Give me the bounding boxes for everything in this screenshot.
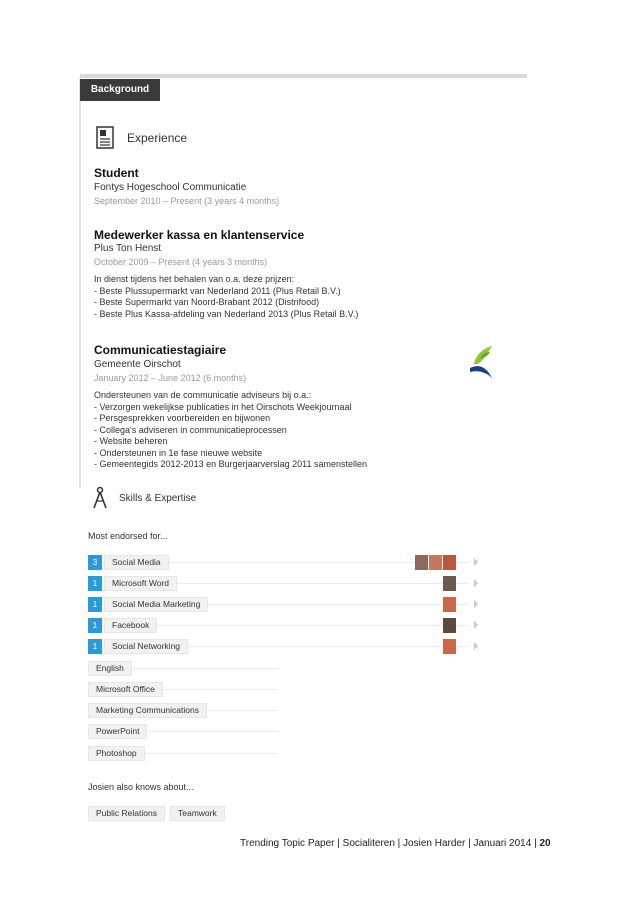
description-line: - Persgesprekken voorbereiden en bijwonen	[94, 413, 271, 423]
endorsed-skill-row	[88, 597, 478, 612]
endorsement-count[interactable]: 1	[88, 639, 102, 654]
expand-arrow-icon[interactable]	[474, 600, 478, 608]
compass-icon	[92, 486, 108, 515]
endorsement-count[interactable]: 1	[88, 597, 102, 612]
description-line: - Beste Supermarkt van Noord-Brabant 2012 (Distrifood)	[94, 297, 320, 307]
endorsed-skill-row	[88, 618, 478, 633]
job-dates: October 2009 – Present (4 years 3 months)	[94, 257, 268, 267]
page-number: 20	[539, 838, 551, 849]
endorser-avatars	[442, 576, 456, 591]
expand-arrow-icon[interactable]	[474, 642, 478, 650]
also-knows-label: Josien also knows about...	[88, 782, 194, 792]
job-organization: Gemeente Oirschot	[94, 359, 181, 370]
skill-pill[interactable]: Social Media Marketing	[104, 597, 208, 612]
skill-pill[interactable]: Microsoft Word	[104, 576, 177, 591]
skill-pill[interactable]: Social Networking	[104, 639, 188, 654]
job-title: Medewerker kassa en klantenservice	[94, 228, 305, 242]
job-description	[94, 274, 358, 320]
description-line: - Beste Plus Kassa-afdeling van Nederland 2013 (Plus Retail B.V.)	[94, 308, 359, 319]
description-line: - Website beheren	[94, 436, 168, 446]
endorsement-count[interactable]: 3	[88, 555, 102, 570]
description-line: In dienst tijdens het behalen van o.a. deze prijzen:	[94, 274, 295, 284]
job-dates: September 2010 – Present (3 years 4 months)	[94, 196, 280, 206]
skill-pill[interactable]: Teamwork	[170, 806, 225, 821]
skill-row	[88, 661, 288, 676]
description-line: - Collega's adviseren in communicatieprocessen	[94, 424, 287, 435]
avatar[interactable]	[443, 618, 456, 633]
avatar[interactable]	[429, 555, 442, 570]
skill-row	[88, 746, 288, 761]
job-title: Student	[94, 166, 139, 180]
description-line: - Beste Plussupermarkt van Nederland 2011 (Plus Retail B.V.)	[94, 285, 341, 296]
skill-row	[88, 724, 288, 739]
skill-row	[88, 682, 288, 697]
skills-title: Skills & Expertise	[119, 493, 197, 504]
expand-arrow-icon[interactable]	[474, 558, 478, 566]
skill-row	[88, 703, 288, 718]
description-line: Ondersteunen van de communicatie adviseurs bij o.a.:	[94, 390, 312, 400]
avatar[interactable]	[415, 555, 428, 570]
experience-icon	[96, 126, 116, 155]
job-organization: Fontys Hogeschool Communicatie	[94, 182, 247, 193]
expand-arrow-icon[interactable]	[474, 579, 478, 587]
endorsement-count[interactable]: 1	[88, 576, 102, 591]
avatar[interactable]	[443, 597, 456, 612]
endorsement-count[interactable]: 1	[88, 618, 102, 633]
job-dates: January 2012 – June 2012 (6 months)	[94, 373, 247, 383]
job-organization: Plus Ton Henst	[94, 243, 162, 254]
job-title: Communicatiestagiaire	[94, 343, 227, 357]
gemeente-oirschot-logo	[466, 344, 496, 385]
description-line: - Ondersteunen in 1e fase nieuwe website	[94, 447, 263, 458]
skill-pill[interactable]: Social Media	[104, 555, 169, 570]
section-top-rule	[80, 74, 527, 78]
endorser-avatars	[414, 555, 456, 570]
endorsed-skill-row	[88, 555, 478, 570]
avatar[interactable]	[443, 639, 456, 654]
skill-pill[interactable]: Microsoft Office	[88, 682, 163, 697]
skill-pill[interactable]: English	[88, 661, 132, 676]
job-description	[94, 390, 367, 471]
skill-pill[interactable]: Facebook	[104, 618, 157, 633]
avatar[interactable]	[443, 576, 456, 591]
endorser-avatars	[442, 618, 456, 633]
skill-pill[interactable]: Marketing Communications	[88, 703, 207, 718]
description-line: - Verzorgen wekelijkse publicaties in het Oirschots Weekjournaal	[94, 401, 352, 412]
experience-title: Experience	[127, 131, 188, 145]
background-tab: Background	[80, 79, 160, 101]
footer-text: Trending Topic Paper | Socialiteren | Josien Harder | Januari 2014 |	[240, 838, 537, 849]
skill-pill[interactable]: Public Relations	[88, 806, 165, 821]
skill-pill[interactable]: Photoshop	[88, 746, 145, 761]
endorser-avatars	[442, 597, 456, 612]
page-footer	[240, 838, 564, 849]
expand-arrow-icon[interactable]	[474, 621, 478, 629]
endorsed-skill-row	[88, 639, 478, 654]
section-side-rule	[79, 78, 81, 488]
most-endorsed-label: Most endorsed for...	[88, 531, 168, 541]
endorser-avatars	[442, 639, 456, 654]
skill-pill[interactable]: PowerPoint	[88, 724, 147, 739]
avatar[interactable]	[443, 555, 456, 570]
description-line: - Gemeentegids 2012-2013 en Burgerjaarverslag 2011 samenstellen	[94, 459, 368, 469]
endorsed-skill-row	[88, 576, 478, 591]
